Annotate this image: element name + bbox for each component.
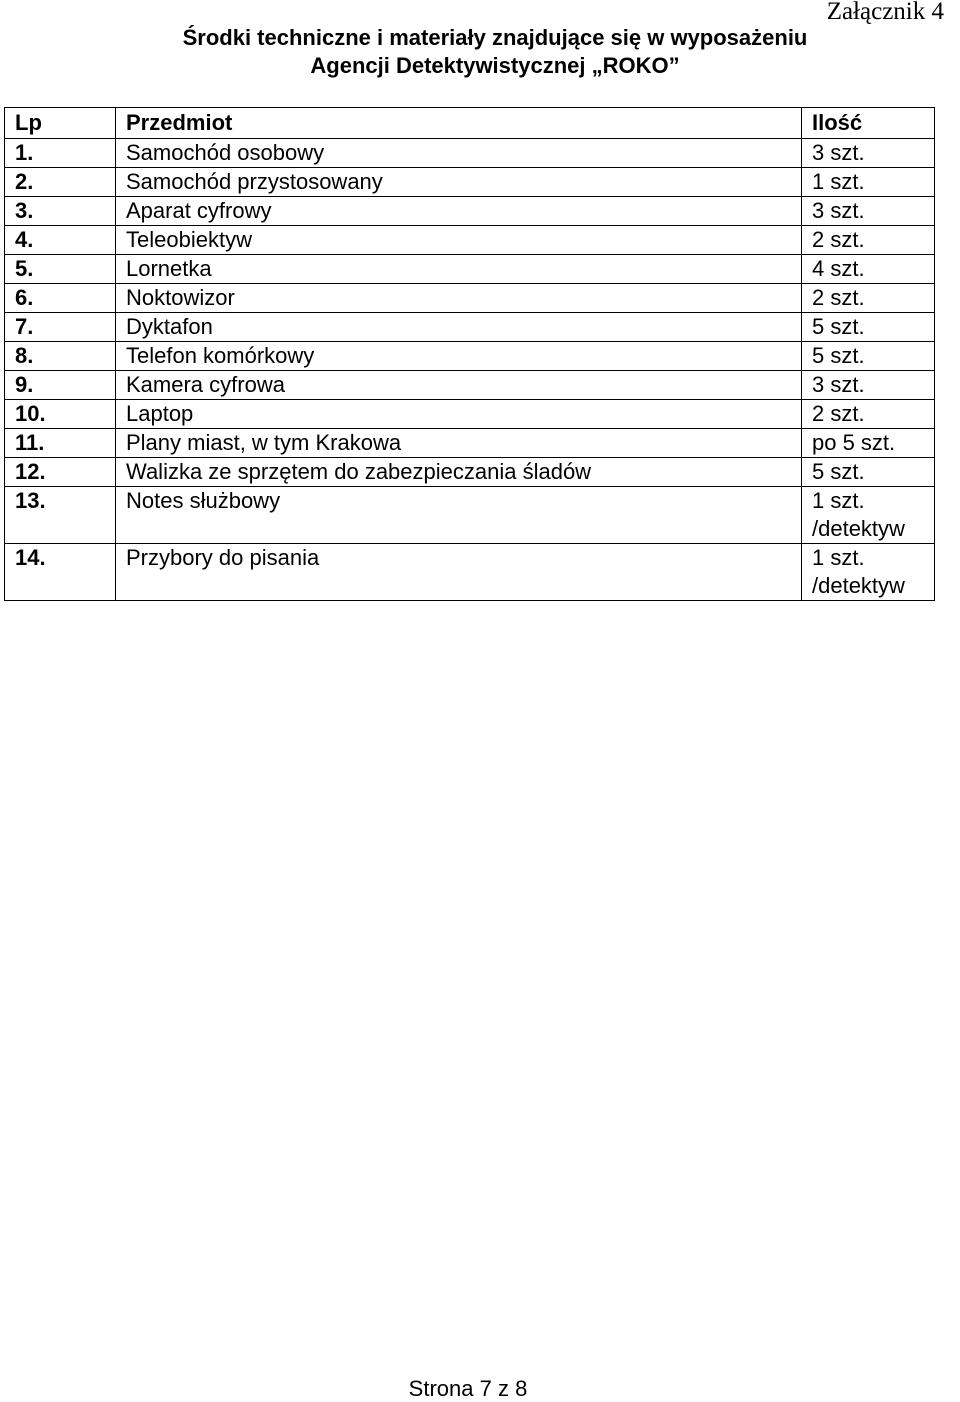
item-name: Walizka ze sprzętem do zabezpieczania śladów (116, 458, 802, 487)
quantity-line: 5 szt. (812, 459, 865, 484)
row-number: 1. (5, 139, 116, 168)
table-row (5, 197, 935, 226)
quantity-line: 3 szt. (812, 140, 865, 165)
item-name: Lornetka (116, 255, 802, 284)
quantity-line: /detektyw (812, 573, 905, 598)
item-name: Samochód przystosowany (116, 168, 802, 197)
quantity-line: 2 szt. (812, 401, 865, 426)
row-number: 7. (5, 313, 116, 342)
item-name: Kamera cyfrowa (116, 371, 802, 400)
quantity-line: 1 szt. (812, 169, 865, 194)
row-number: 6. (5, 284, 116, 313)
item-quantity (802, 487, 935, 544)
quantity-line: 4 szt. (812, 256, 865, 281)
table-row (5, 168, 935, 197)
row-number: 10. (5, 400, 116, 429)
item-quantity (802, 400, 935, 429)
item-quantity (802, 429, 935, 458)
document-subtitle: Agencji Detektywistycznej „ROKO” (310, 53, 680, 78)
quantity-line: 1 szt. (812, 545, 865, 570)
item-quantity (802, 284, 935, 313)
item-name: Telefon komórkowy (116, 342, 802, 371)
item-name: Noktowizor (116, 284, 802, 313)
table-row (5, 313, 935, 342)
item-quantity (802, 197, 935, 226)
table-row (5, 139, 935, 168)
item-name: Plany miast, w tym Krakowa (116, 429, 802, 458)
item-quantity (802, 371, 935, 400)
quantity-line: 2 szt. (812, 285, 865, 310)
table-row (5, 226, 935, 255)
attachment-label: Załącznik 4 (826, 0, 944, 25)
column-header-lp: Lp (5, 108, 116, 139)
row-number: 14. (5, 544, 116, 601)
item-quantity (802, 313, 935, 342)
table-row (5, 429, 935, 458)
row-number: 3. (5, 197, 116, 226)
item-name: Dyktafon (116, 313, 802, 342)
item-quantity (802, 544, 935, 601)
table-row (5, 487, 935, 544)
table-row (5, 342, 935, 371)
document-title: Środki techniczne i materiały znajdujące się w wyposażeniu (182, 25, 808, 50)
page-number: Strona 7 z 8 (408, 1376, 528, 1401)
table-row (5, 371, 935, 400)
table-row (5, 400, 935, 429)
quantity-line: 3 szt. (812, 372, 865, 397)
row-number: 12. (5, 458, 116, 487)
table-row (5, 458, 935, 487)
row-number: 5. (5, 255, 116, 284)
quantity-line: /detektyw (812, 516, 905, 541)
item-quantity (802, 168, 935, 197)
row-number: 9. (5, 371, 116, 400)
row-number: 4. (5, 226, 116, 255)
item-quantity (802, 226, 935, 255)
quantity-line: po 5 szt. (812, 430, 896, 455)
item-name: Samochód osobowy (116, 139, 802, 168)
item-name: Przybory do pisania (116, 544, 802, 601)
column-header-item: Przedmiot (116, 108, 802, 139)
row-number: 13. (5, 487, 116, 544)
table-header-row (5, 108, 935, 139)
row-number: 8. (5, 342, 116, 371)
quantity-line: 3 szt. (812, 198, 865, 223)
item-name: Aparat cyfrowy (116, 197, 802, 226)
item-quantity (802, 255, 935, 284)
quantity-line: 5 szt. (812, 314, 865, 339)
row-number: 11. (5, 429, 116, 458)
equipment-table (4, 107, 935, 601)
quantity-line: 2 szt. (812, 227, 865, 252)
table-row (5, 255, 935, 284)
item-name: Laptop (116, 400, 802, 429)
table-row (5, 544, 935, 601)
table-row (5, 284, 935, 313)
item-quantity (802, 458, 935, 487)
quantity-line: 5 szt. (812, 343, 865, 368)
item-quantity (802, 139, 935, 168)
item-name: Notes służbowy (116, 487, 802, 544)
quantity-line: 1 szt. (812, 488, 865, 513)
row-number: 2. (5, 168, 116, 197)
item-name: Teleobiektyw (116, 226, 802, 255)
table-body (5, 139, 935, 601)
column-header-quantity: Ilość (802, 108, 935, 139)
item-quantity (802, 342, 935, 371)
